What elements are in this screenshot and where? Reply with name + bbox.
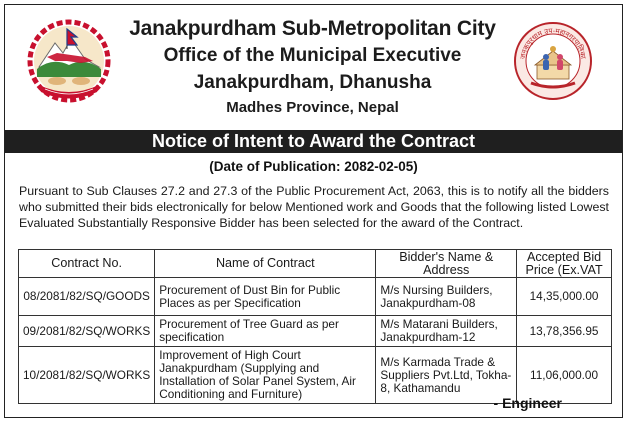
table-row [19, 278, 612, 316]
nepal-emblem-icon [27, 19, 111, 103]
signature: - Engineer [493, 395, 562, 411]
table-header-row [19, 250, 612, 278]
award-table [18, 249, 612, 404]
office-location: Janakpurdham, Dhanusha [193, 72, 432, 93]
contract-name-cell: Procurement of Tree Guard as per specification [155, 316, 376, 347]
bidder-cell: M/s Nursing Builders, Janakpurdham-08 [376, 278, 517, 316]
header-price: Accepted Bid Price (Ex.VAT [517, 250, 612, 278]
municipal-seal-icon [513, 21, 593, 101]
bidder-cell: M/s Matarani Builders, Janakpurdham-12 [376, 316, 517, 347]
contract-no-cell: 08/2081/82/SQ/GOODS [19, 278, 155, 316]
header-contract-name: Name of Contract [155, 250, 376, 278]
notice-page [4, 4, 623, 418]
municipality-name: Janakpurdham Sub-Metropolitan City [129, 17, 496, 40]
contract-no-cell: 09/2081/82/SQ/WORKS [19, 316, 155, 347]
seal-text: जनकपुरधाम उप-महानगरपालिका [519, 26, 588, 60]
province-country: Madhes Province, Nepal [226, 99, 399, 116]
notice-title: Notice of Intent to Award the Contract [5, 130, 622, 153]
header-bidder: Bidder's Name & Address [376, 250, 517, 278]
notice-paragraph: Pursuant to Sub Clauses 27.2 and 27.3 of the Public Procurement Act, 2063, this is to notify all the bidders who submitted their bids electronically for below Mentioned work and Goods that the following listed Lowest Evaluated Substantially Responsive Bidder has been selected for the award of the Contract. [19, 184, 609, 230]
bidder-cell: M/s Karmada Trade & Suppliers Pvt.Ltd, Tokha-8, Kathamandu [376, 347, 517, 404]
price-cell: 14,35,000.00 [517, 278, 612, 316]
table-row [19, 316, 612, 347]
header [5, 5, 622, 123]
contract-name-cell: Improvement of High Court Janakpurdham (Supplying and Installation of Solar Panel System, Air Conditioning and Furniture) [155, 347, 376, 404]
contract-name-cell: Procurement of Dust Bin for Public Places as per Specification [155, 278, 376, 316]
office-name: Office of the Municipal Executive [163, 45, 462, 66]
price-cell: 11,06,000.00 [517, 347, 612, 404]
publication-date: (Date of Publication: 2082-02-05) [209, 159, 418, 174]
header-contract-no: Contract No. [19, 250, 155, 278]
contract-no-cell: 10/2081/82/SQ/WORKS [19, 347, 155, 404]
price-cell: 13,78,356.95 [517, 316, 612, 347]
